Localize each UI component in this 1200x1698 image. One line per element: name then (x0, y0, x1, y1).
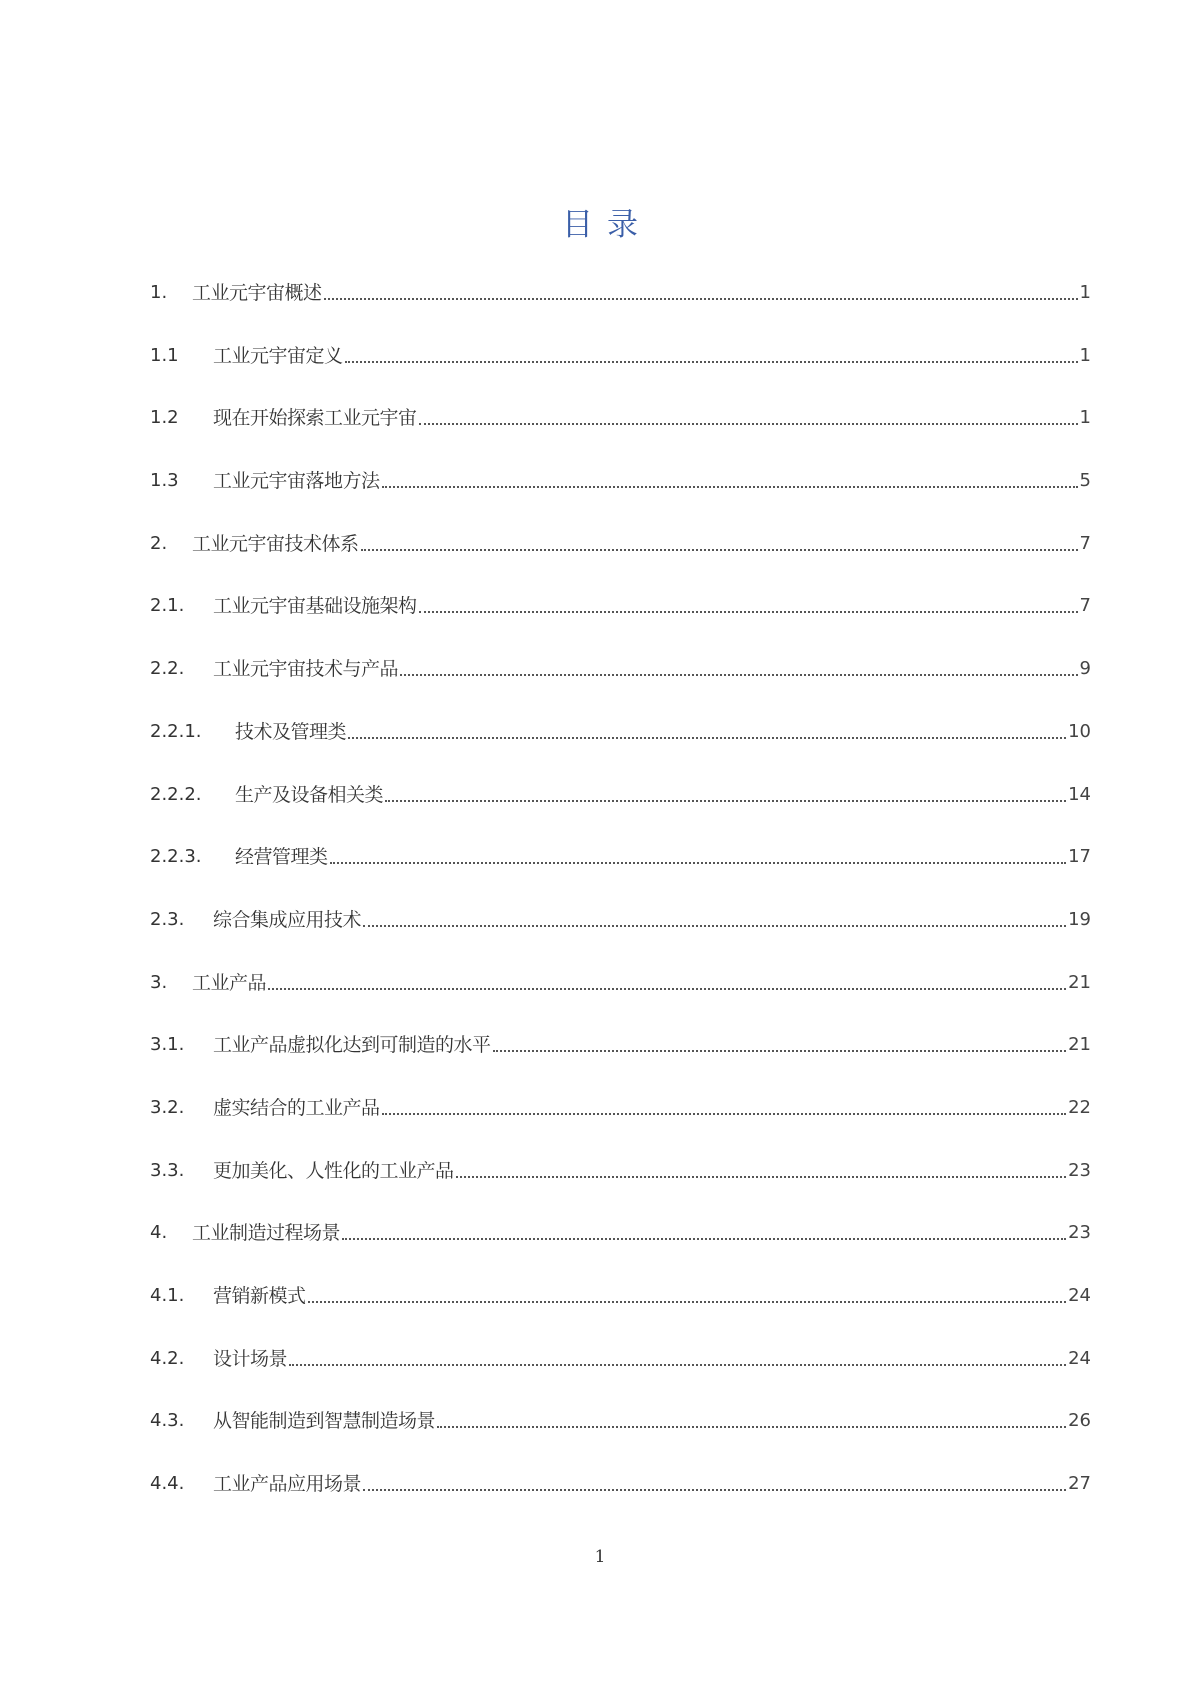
toc-entry[interactable] (150, 1281, 1091, 1344)
dot-leader (361, 529, 1078, 559)
toc-entry[interactable] (150, 466, 1091, 529)
toc-entry-title[interactable]: 工业元宇宙基础设施架构 (213, 595, 417, 618)
toc-entry-page[interactable]: 1 (1079, 282, 1091, 303)
toc-entry[interactable] (150, 1093, 1091, 1156)
toc-entry-page[interactable]: 19 (1068, 908, 1091, 930)
toc-entry-page[interactable]: 10 (1068, 720, 1091, 742)
toc-entry-page[interactable]: 21 (1068, 1034, 1091, 1056)
dot-leader (345, 341, 1078, 371)
dot-leader (437, 1406, 1066, 1436)
toc-entry-page[interactable]: 21 (1068, 971, 1091, 993)
dot-leader (363, 905, 1066, 935)
toc-entry-title[interactable]: 现在开始探索工业元宇宙 (213, 407, 417, 430)
toc-entry-title[interactable]: 工业产品虚拟化达到可制造的水平 (213, 1034, 491, 1057)
toc-entry-number: 3.2. (150, 1096, 185, 1118)
toc-entry-number: 3.1. (150, 1034, 185, 1056)
toc-entry-title[interactable]: 更加美化、人性化的工业产品 (213, 1159, 454, 1182)
toc-entry-title[interactable]: 营销新模式 (213, 1285, 306, 1307)
toc-entry[interactable] (150, 341, 1091, 404)
dot-leader (493, 1030, 1067, 1060)
toc-entry-number: 1.1 (150, 344, 179, 366)
toc-entry-title[interactable]: 工业产品 (192, 971, 267, 994)
dot-leader (419, 403, 1078, 433)
toc-entry-page[interactable]: 26 (1068, 1410, 1091, 1432)
toc-entry-page[interactable]: 22 (1068, 1096, 1091, 1118)
dot-leader (308, 1281, 1067, 1311)
toc-entry-page[interactable]: 17 (1068, 846, 1091, 868)
toc-entry-page[interactable]: 9 (1079, 658, 1091, 680)
toc-entry-title[interactable]: 工业元宇宙技术与产品 (213, 658, 399, 681)
toc-entry[interactable] (150, 654, 1091, 717)
toc-entry[interactable] (150, 968, 1091, 1031)
toc-entry[interactable] (150, 1469, 1091, 1532)
toc-entry-number: 2.3. (150, 908, 185, 930)
toc-entry-title[interactable]: 工业元宇宙技术体系 (192, 532, 359, 555)
toc-entry[interactable] (150, 905, 1091, 968)
dot-leader (385, 780, 1066, 810)
toc-entry-page[interactable]: 23 (1068, 1159, 1091, 1181)
dot-leader (400, 654, 1078, 684)
toc-entry-title[interactable]: 设计场景 (213, 1347, 288, 1370)
dot-leader (382, 466, 1078, 496)
toc-entry-page[interactable]: 27 (1068, 1473, 1091, 1495)
toc-entry-number: 1.3 (150, 470, 179, 492)
toc-entry-title[interactable]: 工业制造过程场景 (192, 1222, 341, 1245)
toc-entry-title[interactable]: 工业元宇宙落地方法 (213, 470, 380, 493)
toc-entry-number: 2. (150, 532, 168, 554)
toc-title: 目录 (562, 207, 652, 243)
toc-entry[interactable] (150, 1156, 1091, 1219)
dot-leader (456, 1156, 1067, 1186)
toc-entry-page[interactable]: 23 (1068, 1222, 1091, 1244)
toc-entry-number: 2.1. (150, 595, 185, 617)
toc-entry[interactable] (150, 403, 1091, 466)
toc-entry-title[interactable]: 生产及设备相关类 (235, 783, 384, 806)
toc-entry[interactable] (150, 1344, 1091, 1407)
toc-entry-number: 2.2. (150, 658, 185, 680)
toc-entry-title[interactable]: 工业元宇宙概述 (192, 282, 322, 304)
toc-entry-title[interactable]: 虚实结合的工业产品 (213, 1096, 380, 1119)
toc-entry[interactable] (150, 780, 1091, 843)
toc-entry[interactable] (150, 278, 1091, 341)
toc-entry-title[interactable]: 经营管理类 (235, 846, 328, 869)
toc-entry-number: 4.3. (150, 1410, 185, 1432)
toc-entry-page[interactable]: 24 (1068, 1347, 1091, 1369)
toc-entry[interactable] (150, 717, 1091, 780)
toc-entry[interactable] (150, 842, 1091, 905)
footer-page-number: 1 (594, 1547, 606, 1567)
toc-entry-number: 4.2. (150, 1347, 185, 1369)
toc-entry-title[interactable]: 工业产品应用场景 (213, 1473, 362, 1496)
toc-entry-page[interactable]: 7 (1079, 595, 1091, 617)
dot-leader (342, 1218, 1066, 1248)
dot-leader (268, 968, 1066, 998)
dot-leader (382, 1093, 1067, 1123)
dot-leader (324, 278, 1078, 308)
toc-entry-number: 4. (150, 1222, 168, 1244)
toc-entry-page[interactable]: 24 (1068, 1285, 1091, 1306)
toc-entry-page[interactable]: 5 (1079, 470, 1091, 492)
toc-entry[interactable] (150, 591, 1091, 654)
toc-entry-number: 2.2.2. (150, 783, 202, 805)
toc-entry-number: 4.1. (150, 1285, 185, 1306)
toc-entry[interactable] (150, 529, 1091, 592)
toc-entry[interactable] (150, 1406, 1091, 1469)
dot-leader (330, 842, 1067, 872)
toc-entry-number: 2.2.1. (150, 720, 202, 742)
toc-entry[interactable] (150, 1218, 1091, 1281)
toc-entry[interactable] (150, 1030, 1091, 1093)
toc-entry-page[interactable]: 1 (1079, 407, 1091, 429)
toc-entry-title[interactable]: 技术及管理类 (235, 720, 347, 743)
dot-leader (419, 591, 1078, 621)
dot-leader (348, 717, 1066, 747)
toc-entry-title[interactable]: 综合集成应用技术 (213, 908, 362, 931)
toc-entry-number: 2.2.3. (150, 846, 202, 868)
toc-entry-title[interactable]: 工业元宇宙定义 (213, 344, 343, 367)
table-of-contents (150, 278, 1091, 1532)
dot-leader (289, 1344, 1066, 1374)
toc-entry-number: 1.2 (150, 407, 179, 429)
toc-entry-page[interactable]: 1 (1079, 344, 1091, 366)
toc-entry-number: 3. (150, 971, 168, 993)
toc-entry-title[interactable]: 从智能制造到智慧制造场景 (213, 1410, 436, 1433)
toc-entry-page[interactable]: 7 (1079, 532, 1091, 554)
dot-leader (363, 1469, 1066, 1499)
toc-entry-page[interactable]: 14 (1068, 783, 1091, 805)
toc-entry-number: 3.3. (150, 1159, 185, 1181)
toc-entry-number: 1. (150, 282, 168, 303)
toc-entry-number: 4.4. (150, 1473, 185, 1495)
